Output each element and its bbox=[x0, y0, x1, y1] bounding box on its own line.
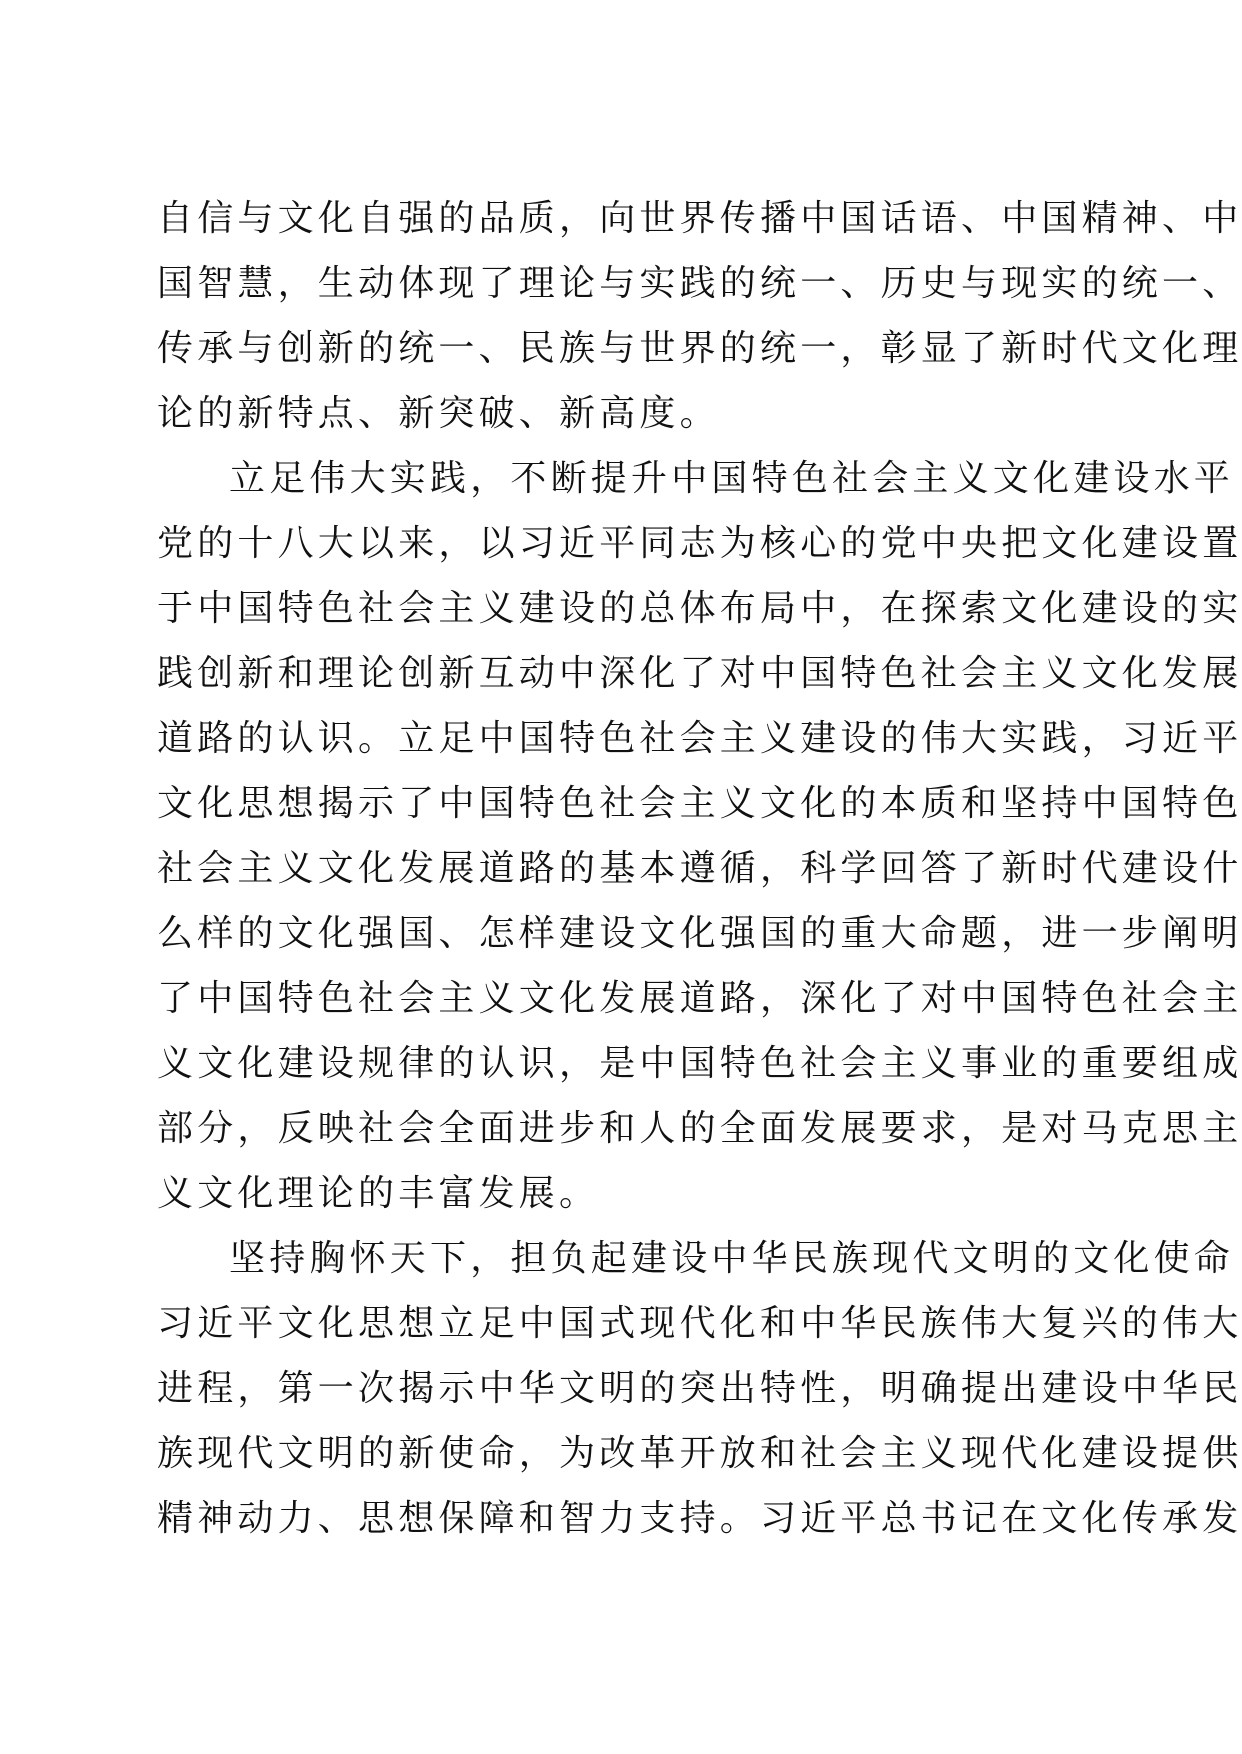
document-body bbox=[157, 186, 1242, 1551]
text-line: 习近平文化思想立足中国式现代化和中华民族伟大复兴的伟大 bbox=[157, 1303, 1242, 1344]
text-line: 传承与创新的统一、民族与世界的统一，彰显了新时代文化理 bbox=[157, 328, 1242, 369]
text-line: 进程，第一次揭示中华文明的突出特性，明确提出建设中华民 bbox=[157, 1368, 1242, 1409]
text-line: 党的十八大以来，以习近平同志为核心的党中央把文化建设置 bbox=[157, 523, 1242, 564]
text-line: 义文化建设规律的认识，是中国特色社会主义事业的重要组成 bbox=[157, 1043, 1242, 1084]
text-line: 社会主义文化发展道路的基本遵循，科学回答了新时代建设什 bbox=[157, 848, 1242, 889]
text-line: 了中国特色社会主义文化发展道路，深化了对中国特色社会主 bbox=[157, 978, 1242, 1019]
text-line: 义文化理论的丰富发展。 bbox=[157, 1173, 600, 1214]
text-line: 国智慧，生动体现了理论与实践的统一、历史与现实的统一、 bbox=[157, 263, 1242, 304]
text-line: 论的新特点、新突破、新高度。 bbox=[157, 393, 720, 434]
text-line: 自信与文化自强的品质，向世界传播中国话语、中国精神、中 bbox=[157, 198, 1242, 239]
text-line: 道路的认识。立足中国特色社会主义建设的伟大实践，习近平 bbox=[157, 718, 1242, 759]
section-heading-line: 立足伟大实践，不断提升中国特色社会主义文化建设水平 bbox=[229, 458, 1235, 499]
text-line: 么样的文化强国、怎样建设文化强国的重大命题，进一步阐明 bbox=[157, 913, 1242, 954]
text-line: 践创新和理论创新互动中深化了对中国特色社会主义文化发展 bbox=[157, 653, 1242, 694]
section-heading-line: 坚持胸怀天下，担负起建设中华民族现代文明的文化使命 bbox=[229, 1238, 1235, 1279]
text-line: 族现代文明的新使命，为改革开放和社会主义现代化建设提供 bbox=[157, 1433, 1242, 1474]
text-line: 文化思想揭示了中国特色社会主义文化的本质和坚持中国特色 bbox=[157, 783, 1242, 824]
text-line: 精神动力、思想保障和智力支持。习近平总书记在文化传承发 bbox=[157, 1498, 1242, 1539]
text-line: 于中国特色社会主义建设的总体布局中，在探索文化建设的实 bbox=[157, 588, 1242, 629]
text-line: 部分，反映社会全面进步和人的全面发展要求，是对马克思主 bbox=[157, 1108, 1242, 1149]
